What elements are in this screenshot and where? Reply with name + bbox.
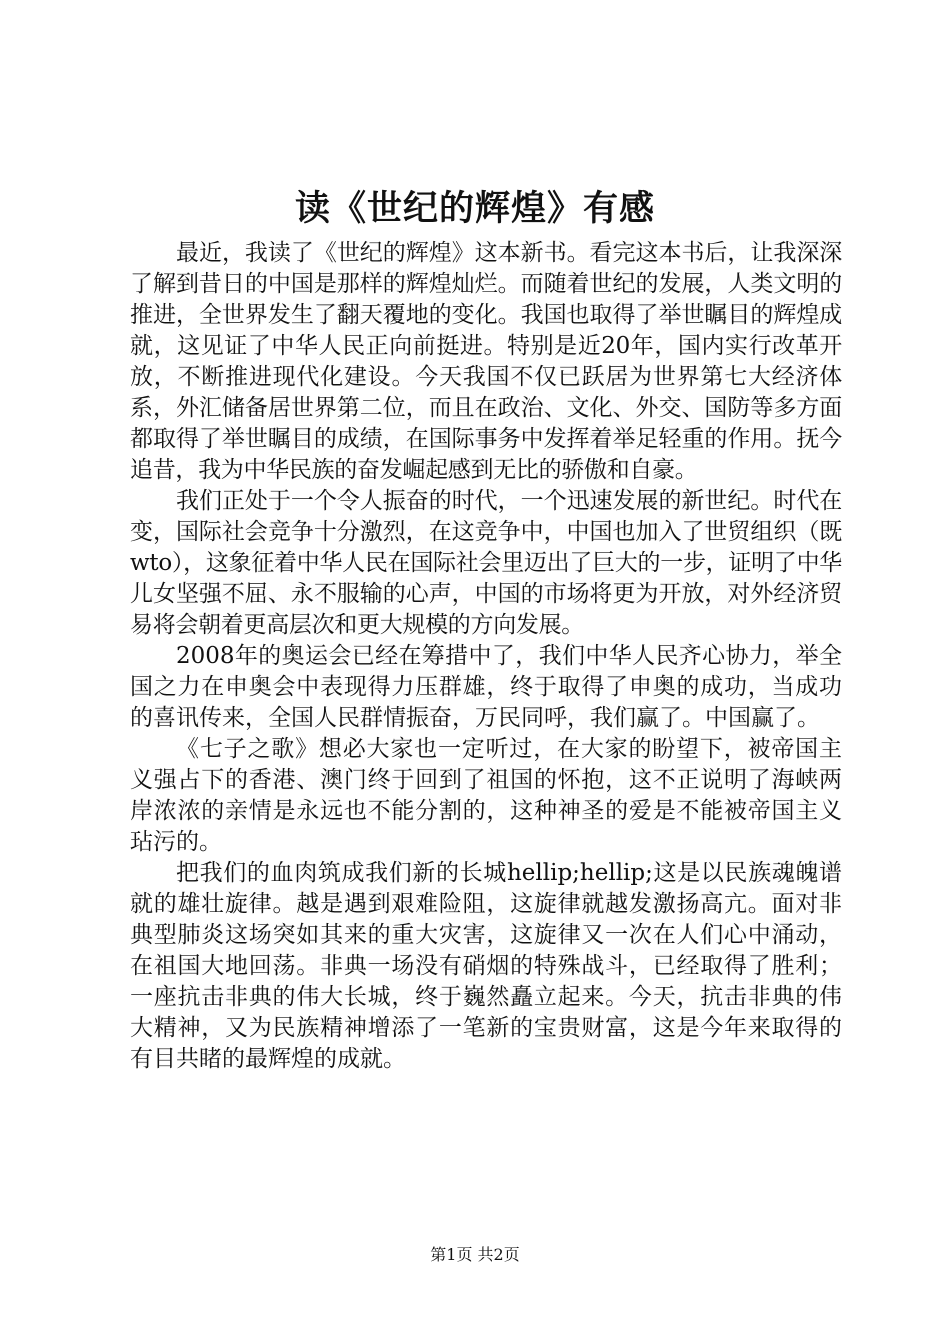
paragraph-4: 《七子之歌》想必大家也一定听过，在大家的盼望下，被帝国主义强占下的香港、澳门终于回到了祖国的怀抱，这不正说明了海峡两岸浓浓的亲情是永远也不能分割的，这种神圣的爱是不能被帝国主义玷污的。 — [130, 736, 842, 855]
paragraph-3: 2008年的奥运会已经在筹措中了，我们中华人民齐心协力，举全国之力在申奥会中表现得力压群雄，终于取得了申奥的成功，当成功的喜讯传来，全国人民群情振奋，万民同呼，我们赢了。中国赢了。 — [130, 643, 842, 731]
paragraph-5: 把我们的血肉筑成我们新的长城hellip;hellip;这是以民族魂魄谱就的雄壮旋律。越是遇到艰难险阻，这旋律就越发激扬高亢。面对非典型肺炎这场突如其来的重大灾害，这旋律又一次在人们心中涌动，在祖国大地回荡。非典一场没有硝烟的特殊战斗，已经取得了胜利；一座抗击非典的伟大长城，终于巍然矗立起来。今天，抗击非典的伟大精神，又为民族精神增添了一笔新的宝贵财富，这是今年来取得的有目共睹的最辉煌的成就。 — [130, 860, 842, 1072]
paragraph-2: 我们正处于一个令人振奋的时代，一个迅速发展的新世纪。时代在变，国际社会竞争十分激烈，在这竞争中，中国也加入了世贸组织（既wto），这象征着中华人民在国际社会里迈出了巨大的一步，证明了中华儿女坚强不屈、永不服输的心声，中国的市场将更为开放，对外经济贸易将会朝着更高层次和更大规模的方向发展。 — [130, 488, 842, 638]
page-number-footer: 第1页 共2页 — [430, 1245, 520, 1264]
document-body — [130, 238, 842, 1075]
document-title: 读《世纪的辉煌》有感 — [294, 188, 655, 229]
paragraph-1: 最近，我读了《世纪的辉煌》这本新书。看完这本书后，让我深深了解到昔日的中国是那样的辉煌灿烂。而随着世纪的发展，人类文明的推进，全世界发生了翻天覆地的变化。我国也取得了举世瞩目的辉煌成就，这见证了中华人民正向前挺进。特别是近20年，国内实行改革开放，不断推进现代化建设。今天我国不仅已跃居为世界第七大经济体系，外汇储备居世界第二位，而且在政治、文化、外交、国防等多方面都取得了举世瞩目的成绩，在国际事务中发挥着举足轻重的作用。抚今追昔，我为中华民族的奋发崛起感到无比的骄傲和自豪。 — [130, 240, 842, 483]
